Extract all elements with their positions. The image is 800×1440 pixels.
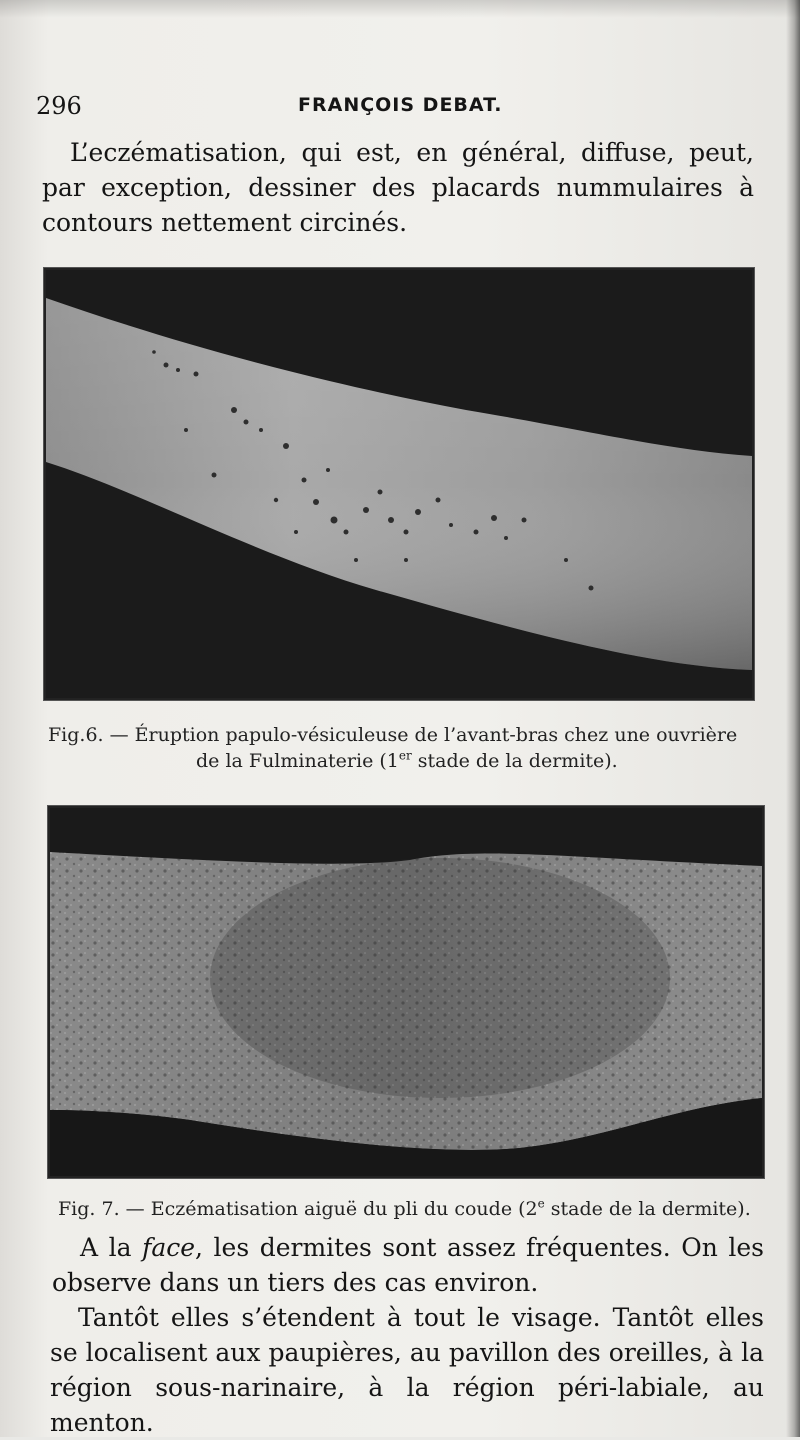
paragraph-face-text-end: , les dermites sont assez fréquentes. On les observe dans un tiers des cas environ. [52, 1233, 764, 1297]
figure-7-photo [48, 806, 764, 1178]
figure-7-caption-text-end: stade de la dermite). [544, 1198, 751, 1220]
page-top-shadow [0, 0, 800, 18]
paragraph-face [52, 1230, 764, 1300]
figure-6-photo [44, 268, 754, 700]
figure-6-caption-line2 [196, 748, 756, 774]
figure-6-caption-text: de la Fulminaterie (1 [196, 750, 399, 772]
page-gutter-shadow [786, 0, 800, 1437]
forearm-eruption-image [46, 270, 752, 698]
figure-7-caption-superscript: e [537, 1196, 545, 1211]
running-title: FRANÇOIS DEBAT. [298, 94, 503, 116]
paragraph-eczematisation-text: L’eczématisation, qui est, en général, diffuse, peut, par exception, dessiner des placards nummulaires à contours nettement circinés. [42, 138, 754, 237]
figure-6-caption-superscript: er [398, 748, 412, 763]
figure-6-caption-text-end: stade de la dermite). [411, 750, 618, 772]
paragraph-localisation-text: Tantôt elles s’étendent à tout le visage. Tantôt elles se localisent aux paupières, au pavillon des oreilles, à la région sous-narinaire, à la région péri-labiale, au menton. [50, 1303, 764, 1437]
paragraph-face-emphasis: face [142, 1233, 196, 1262]
figure-7-caption-text: Fig. 7. — Eczématisation aiguë du pli du coude (2 [58, 1198, 538, 1220]
elbow-eczema-image [50, 808, 762, 1176]
paragraph-face-text-start: A la [80, 1233, 143, 1262]
page-number: 296 [36, 92, 82, 120]
figure-7-caption [58, 1196, 778, 1222]
eczema-patch [210, 858, 670, 1098]
running-header [36, 92, 756, 126]
figure-6-caption-line1: Fig.6. — Éruption papulo-vésiculeuse de l’avant-bras chez une ouvrière [48, 724, 738, 746]
paragraph-localisation [50, 1300, 764, 1440]
paragraph-eczematisation [42, 135, 754, 240]
